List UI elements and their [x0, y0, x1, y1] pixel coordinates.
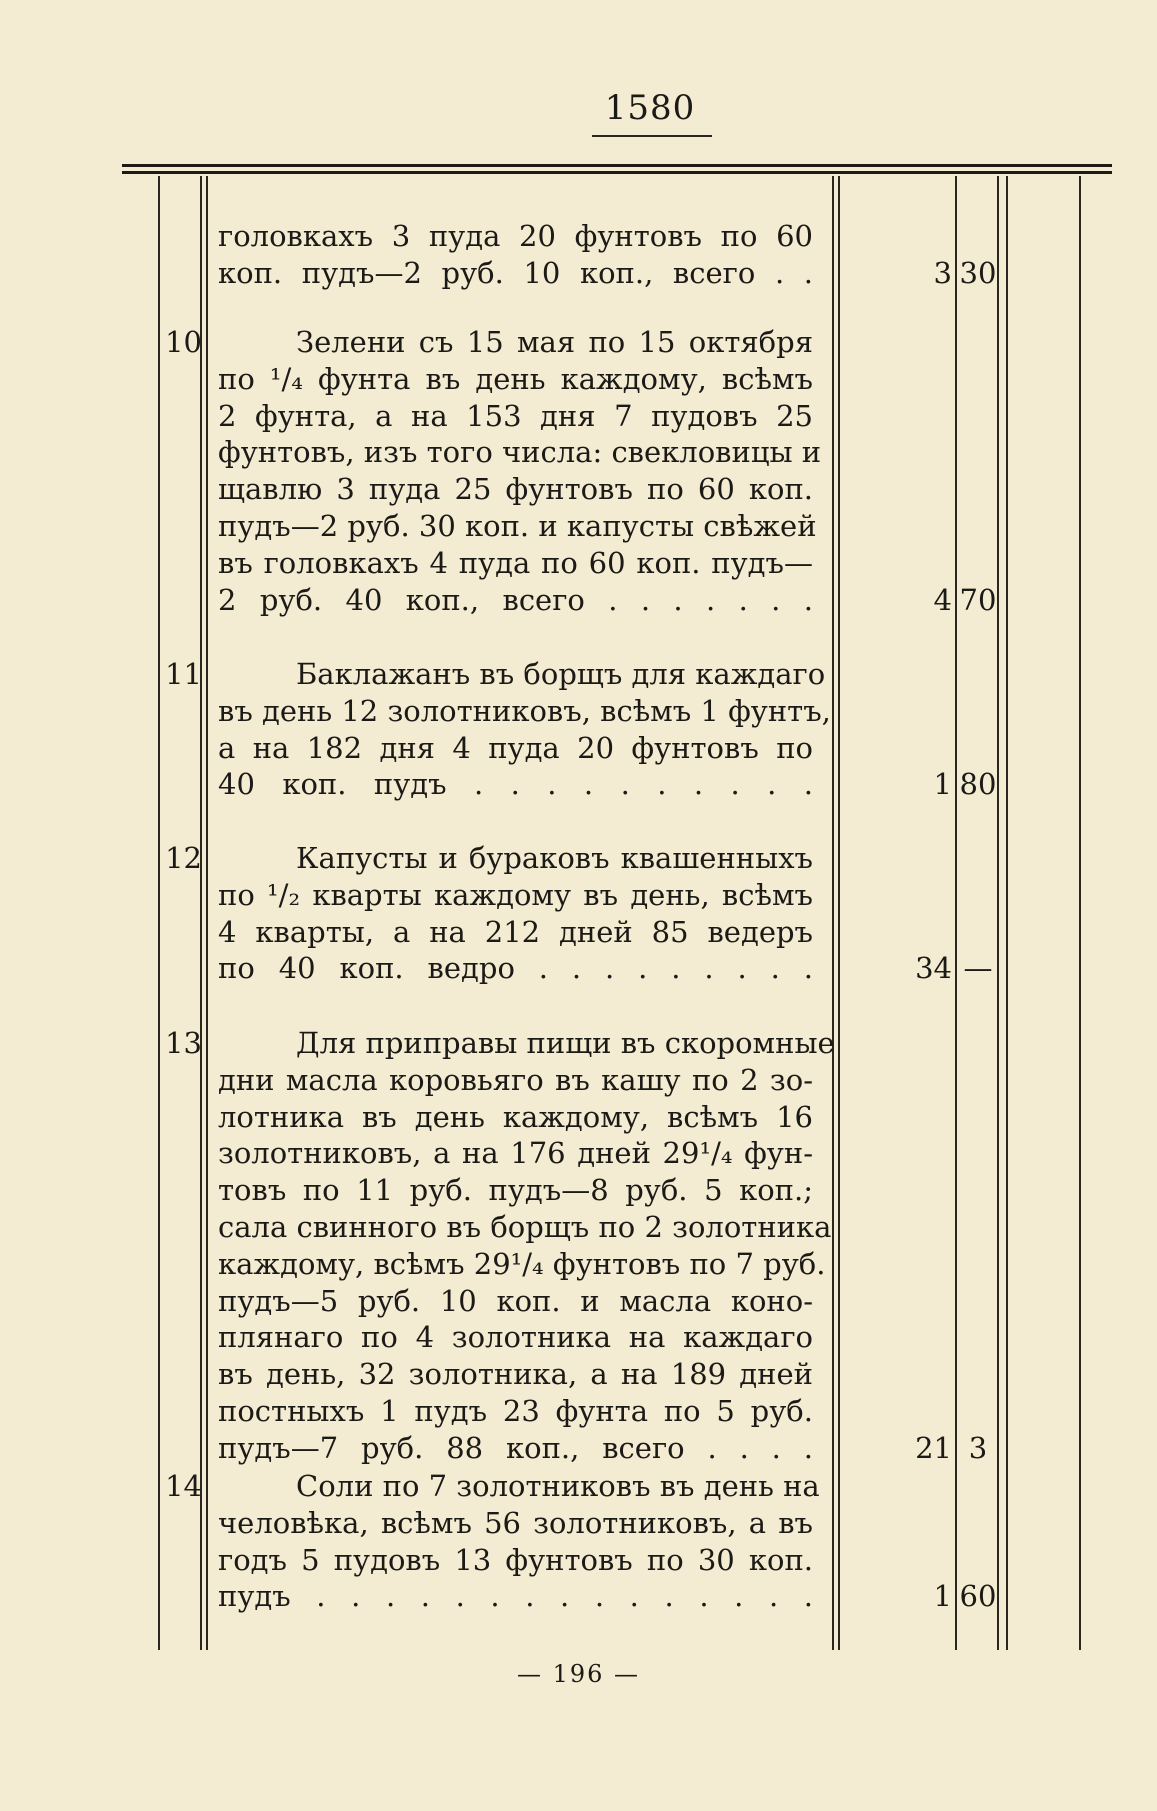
entry-text-line: коп. пудъ—2 руб. 10 коп., всего . .	[218, 255, 813, 290]
amount-rubles: 4	[933, 582, 952, 617]
column-rule	[1006, 176, 1008, 1650]
amount-kopecks: 30	[959, 255, 997, 290]
entry-text-line: 4 кварты, а на 212 дней 85 ведеръ	[218, 914, 813, 949]
entry-text	[218, 656, 831, 803]
entry-text-line: 2 руб. 40 коп., всего . . . . . . .	[218, 582, 813, 617]
column-rule	[832, 176, 834, 1650]
page-number-underline	[592, 135, 712, 137]
entry-text-line: фунтовъ, изъ того числа: свекловицы и	[218, 435, 822, 470]
entry-text-line: пудъ—2 руб. 30 коп. и капусты свѣжей	[218, 508, 817, 543]
amount-kopecks: 3	[968, 1430, 988, 1465]
amount-rubles: 3	[933, 255, 952, 290]
amount-rubles: 34	[915, 951, 952, 986]
entry-text-line: головкахъ 3 пуда 20 фунтовъ по 60	[218, 219, 813, 253]
entry-number: 13	[165, 1026, 202, 1060]
amount-kopecks: 70	[959, 582, 997, 617]
entry-text	[218, 1025, 835, 1467]
entry-text-line: товъ по 11 руб. пудъ—8 руб. 5 коп.;	[218, 1173, 813, 1208]
page-footer: — 196 —	[516, 1660, 641, 1688]
entry-number: 14	[165, 1469, 202, 1503]
entry-text-line: постныхъ 1 пудъ 23 фунта по 5 руб.	[218, 1393, 813, 1428]
amount-kopecks: 60	[959, 1579, 997, 1614]
entry-number: 12	[165, 841, 202, 875]
entry-text-line: лотника въ день каждому, всѣмъ 16	[218, 1099, 813, 1134]
entry-number: 10	[165, 325, 202, 359]
column-rule	[1079, 176, 1081, 1650]
entry-text-line: по ¹/₂ кварты каждому въ день, всѣмъ	[218, 877, 813, 912]
entry-text	[218, 840, 813, 987]
entry-text	[218, 218, 813, 292]
entry-text-line: человѣка, всѣмъ 56 золотниковъ, а въ	[218, 1505, 813, 1540]
table-top-rule	[122, 164, 1112, 174]
entry-text-line: золотниковъ, а на 176 дней 29¹/₄ фун-	[218, 1136, 813, 1171]
entry-text-line: пудъ . . . . . . . . . . . . . . .	[218, 1579, 813, 1614]
amount-rubles: 1	[933, 767, 952, 802]
entry-text	[218, 324, 822, 618]
entry-number: 11	[165, 657, 202, 691]
entry-text-line: а на 182 дня 4 пуда 20 фунтовъ по	[218, 730, 813, 765]
entry-text-line: 40 коп. пудъ . . . . . . . . . .	[218, 767, 813, 802]
entry-text	[218, 1468, 820, 1615]
entry-text-line: въ день, 32 золотника, а на 189 дней	[218, 1357, 813, 1392]
entry-text-line: въ день 12 золотниковъ, всѣмъ 1 фунтъ,	[218, 693, 831, 728]
entry-text-line: каждому, всѣмъ 29¹/₄ фунтовъ по 7 руб.	[218, 1246, 826, 1281]
entry-text-line: по ¹/₄ фунта въ день каждому, всѣмъ	[218, 361, 813, 396]
column-rule	[158, 176, 160, 1650]
entry-text-line: Соли по 7 золотниковъ въ день на	[296, 1469, 820, 1503]
amount-kopecks: —	[963, 951, 993, 986]
entry-text-line: пудъ—5 руб. 10 коп. и масла коно-	[218, 1283, 813, 1318]
entry-text-line: по 40 коп. ведро . . . . . . . . .	[218, 951, 813, 986]
entry-text-line: Баклажанъ въ борщъ для каждаго	[296, 657, 826, 691]
entry-text-line: Зелени съ 15 мая по 15 октября	[296, 325, 813, 359]
entry-text-line: сала свинного въ борщъ по 2 золотника	[218, 1209, 832, 1244]
column-rule	[838, 176, 840, 1650]
entry-text-line: Для приправы пищи въ скоромные	[296, 1026, 835, 1060]
entry-text-line: пудъ—7 руб. 88 коп., всего . . . .	[218, 1430, 813, 1465]
amount-kopecks: 80	[959, 767, 997, 802]
entry-text-line: 2 фунта, а на 153 дня 7 пудовъ 25	[218, 398, 813, 433]
amount-rubles: 1	[933, 1579, 952, 1614]
column-rule	[206, 176, 208, 1650]
entry-text-line: плянаго по 4 золотника на каждаго	[218, 1320, 813, 1355]
entry-text-line: въ головкахъ 4 пуда по 60 коп. пудъ—	[218, 545, 813, 580]
page-number: 1580	[604, 88, 696, 128]
entry-text-line: Капусты и бураковъ квашенныхъ	[296, 841, 813, 875]
entry-text-line: щавлю 3 пуда 25 фунтовъ по 60 коп.	[218, 472, 813, 507]
entry-text-line: годъ 5 пудовъ 13 фунтовъ по 30 коп.	[218, 1542, 813, 1577]
column-rule	[200, 176, 202, 1650]
column-rule	[955, 176, 957, 1650]
amount-rubles: 21	[915, 1430, 952, 1465]
entry-text-line: дни масла коровьяго въ кашу по 2 зо-	[218, 1062, 813, 1097]
